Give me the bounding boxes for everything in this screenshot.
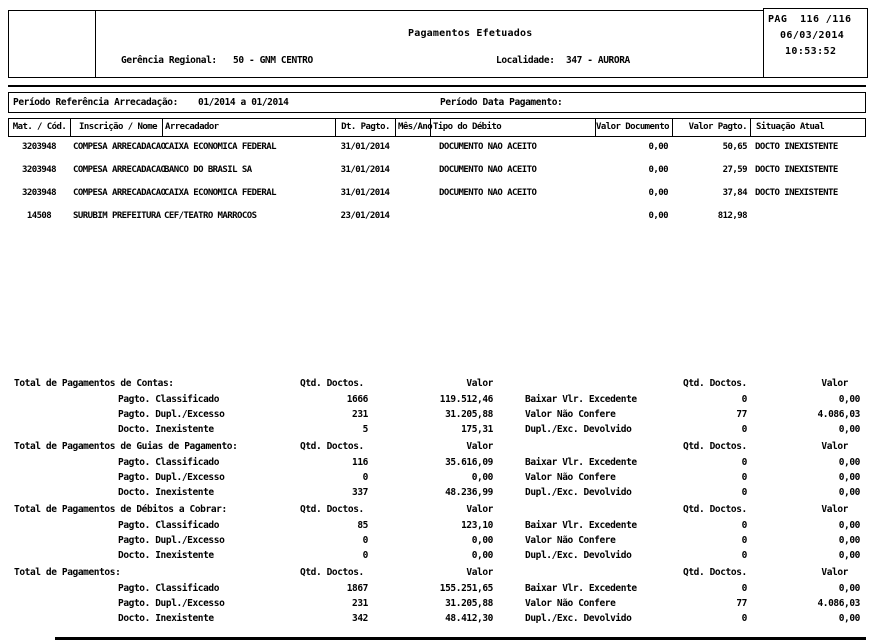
totals-qtd-header: Qtd. Doctos.: [300, 567, 364, 578]
totals-valor-header: Valor: [466, 567, 493, 578]
cell-arrecadador: CAIXA ECONOMICA FEDERAL: [164, 142, 276, 152]
valor-value: 0,00: [471, 472, 493, 483]
totals-valor-header: Valor: [821, 441, 848, 452]
totals-right-label: Dupl./Exc. Devolvido: [525, 550, 632, 561]
totals-data-line: [0, 550, 894, 563]
totals-data-line: [0, 487, 894, 500]
valor-value: 0,00: [838, 457, 860, 468]
header-cell-1: Inscrição / Nome: [71, 119, 163, 136]
totals-data-line: [0, 472, 894, 485]
qtd-value: 337: [352, 487, 368, 498]
header-cell-2: Arrecadador: [163, 119, 336, 136]
totals-data-line: [0, 598, 894, 611]
valor-value: 35.616,09: [445, 457, 493, 468]
qtd-value: 0: [741, 457, 747, 468]
header-rule: [8, 85, 866, 87]
totals-item-label: Pagto. Dupl./Excesso: [118, 598, 225, 609]
valor-value: 0,00: [838, 520, 860, 531]
totals-item-label: Pagto. Dupl./Excesso: [118, 472, 225, 483]
cell-dt: 23/01/2014: [340, 211, 390, 221]
totals-header-line: [0, 504, 894, 517]
totals-data-line: [0, 394, 894, 407]
totals-right-label: Dupl./Exc. Devolvido: [525, 424, 632, 435]
qtd-value: 0: [741, 424, 747, 435]
totals-item-label: Pagto. Classificado: [118, 394, 220, 405]
header-cell-3: Dt. Pagto.: [336, 119, 396, 136]
valor-value: 0,00: [838, 487, 860, 498]
cell-mesano: [395, 209, 430, 223]
totals-item-label: Pagto. Classificado: [118, 583, 220, 594]
cell-valor_pagto: 27,59: [722, 165, 747, 175]
totals-valor-header: Valor: [466, 504, 493, 515]
period-box: [8, 92, 866, 113]
header-cell-4: Mês/Ano: [396, 119, 431, 136]
localidade-value: 347 - AURORA: [566, 55, 630, 66]
valor-value: 0,00: [838, 613, 860, 624]
totals-item-label: Pagto. Classificado: [118, 520, 220, 531]
totals-section-title: Total de Pagamentos de Débitos a Cobrar:: [14, 504, 227, 515]
valor-value: 123,10: [461, 520, 493, 531]
page-number: PAG 116 /116: [768, 14, 852, 25]
totals-valor-header: Valor: [466, 441, 493, 452]
qtd-value: 1666: [346, 394, 368, 405]
qtd-value: 0: [741, 550, 747, 561]
totals-qtd-header: Qtd. Doctos.: [300, 378, 364, 389]
valor-value: 0,00: [838, 583, 860, 594]
valor-value: 0,00: [838, 535, 860, 546]
qtd-value: 77: [736, 598, 747, 609]
totals-qtd-header: Qtd. Doctos.: [300, 441, 364, 452]
valor-value: 119.512,46: [439, 394, 493, 405]
cell-valor_doc: 0,00: [648, 142, 668, 152]
cell-mesano: [395, 140, 430, 154]
totals-valor-header: Valor: [821, 567, 848, 578]
qtd-value: 0: [741, 613, 747, 624]
logo-box: [8, 10, 96, 78]
totals-data-line: [0, 409, 894, 422]
totals-item-label: Docto. Inexistente: [118, 487, 214, 498]
totals-section-title: Total de Pagamentos de Contas:: [14, 378, 174, 389]
table-header: [8, 118, 866, 137]
cell-arrecadador: CEF/TEATRO MARROCOS: [164, 211, 257, 221]
localidade-label: Localidade:: [496, 55, 555, 66]
cell-dt: 31/01/2014: [340, 188, 390, 198]
valor-value: 175,31: [461, 424, 493, 435]
totals-item-label: Pagto. Dupl./Excesso: [118, 535, 225, 546]
cell-nome: COMPESA ARRECADACAO: [73, 165, 166, 175]
totals-data-line: [0, 424, 894, 437]
cell-nome: COMPESA ARRECADACAO: [73, 142, 166, 152]
header-cell-5: Tipo do Débito: [431, 119, 596, 136]
totals-qtd-header: Qtd. Doctos.: [683, 504, 747, 515]
cell-mat: 3203948: [21, 165, 57, 175]
valor-value: 48.412,30: [445, 613, 493, 624]
totals-right-label: Baixar Vlr. Excedente: [525, 583, 637, 594]
totals-qtd-header: Qtd. Doctos.: [683, 441, 747, 452]
totals-qtd-header: Qtd. Doctos.: [300, 504, 364, 515]
totals-right-label: Dupl./Exc. Devolvido: [525, 613, 632, 624]
totals-item-label: Docto. Inexistente: [118, 613, 214, 624]
report-date: 06/03/2014: [780, 30, 845, 41]
qtd-value: 85: [357, 520, 368, 531]
totals-section-title: Total de Pagamentos:: [14, 567, 121, 578]
qtd-value: 0: [741, 583, 747, 594]
cell-situacao: [750, 209, 866, 223]
period-ref-label: Período Referência Arrecadação:: [13, 97, 178, 108]
table-row: [8, 209, 866, 223]
table-row: [8, 140, 866, 154]
totals-data-line: [0, 583, 894, 596]
totals-item-label: Docto. Inexistente: [118, 424, 214, 435]
totals-valor-header: Valor: [821, 504, 848, 515]
qtd-value: 0: [741, 487, 747, 498]
valor-value: 4.086,03: [817, 598, 860, 609]
valor-value: 4.086,03: [817, 409, 860, 420]
valor-value: 0,00: [838, 550, 860, 561]
cell-nome: SURUBIM PREFEITURA: [73, 211, 161, 221]
qtd-value: 0: [741, 472, 747, 483]
qtd-value: 0: [741, 535, 747, 546]
cell-dt: 31/01/2014: [340, 142, 390, 152]
cell-valor_pagto: 50,65: [722, 142, 747, 152]
cell-arrecadador: CAIXA ECONOMICA FEDERAL: [164, 188, 276, 198]
qtd-value: 0: [362, 550, 368, 561]
header-cell-7: Valor Pagto.: [673, 119, 751, 136]
qtd-value: 0: [741, 394, 747, 405]
cell-arrecadador: BANCO DO BRASIL SA: [164, 165, 252, 175]
cell-valor_pagto: 812,98: [717, 211, 747, 221]
totals-item-label: Pagto. Classificado: [118, 457, 220, 468]
qtd-value: 231: [352, 598, 368, 609]
qtd-value: 5: [362, 424, 368, 435]
table-row: [8, 186, 866, 200]
valor-value: 0,00: [471, 550, 493, 561]
cell-nome: COMPESA ARRECADACAO: [73, 188, 166, 198]
valor-value: 31.205,88: [445, 409, 493, 420]
totals-right-label: Baixar Vlr. Excedente: [525, 520, 637, 531]
qtd-value: 116: [352, 457, 368, 468]
cell-valor_pagto: 37,84: [722, 188, 747, 198]
cell-tipo: DOCUMENTO NAO ACEITO: [439, 188, 537, 198]
valor-value: 0,00: [838, 472, 860, 483]
totals-valor-header: Valor: [821, 378, 848, 389]
cell-mesano: [395, 186, 430, 200]
gerencia-label: Gerência Regional:: [121, 55, 217, 66]
totals-right-label: Baixar Vlr. Excedente: [525, 394, 637, 405]
cell-dt: 31/01/2014: [340, 165, 390, 175]
cell-tipo: [430, 209, 595, 223]
totals-valor-header: Valor: [466, 378, 493, 389]
cell-valor_doc: 0,00: [648, 211, 668, 221]
gerencia-value: 50 - GNM CENTRO: [233, 55, 313, 66]
cell-mat: 14508: [26, 211, 52, 221]
report-time: 10:53:52: [785, 46, 837, 57]
qtd-value: 0: [741, 520, 747, 531]
page-box: [763, 8, 868, 78]
header-cell-8: Situação Atual: [756, 122, 825, 132]
header-cell-6: Valor Documento: [596, 119, 673, 136]
totals-data-line: [0, 613, 894, 626]
cell-situacao: DOCTO INEXISTENTE: [755, 188, 838, 198]
totals-data-line: [0, 457, 894, 470]
totals-right-label: Valor Não Confere: [525, 472, 616, 483]
cell-tipo: DOCUMENTO NAO ACEITO: [439, 142, 537, 152]
totals-qtd-header: Qtd. Doctos.: [683, 567, 747, 578]
totals-right-label: Valor Não Confere: [525, 598, 616, 609]
totals-right-label: Dupl./Exc. Devolvido: [525, 487, 632, 498]
totals-data-line: [0, 535, 894, 548]
totals-data-line: [0, 520, 894, 533]
valor-value: 31.205,88: [445, 598, 493, 609]
qtd-value: 231: [352, 409, 368, 420]
totals-right-label: Valor Não Confere: [525, 409, 616, 420]
qtd-value: 0: [362, 472, 368, 483]
cell-mat: 3203948: [21, 188, 57, 198]
totals-header-line: [0, 378, 894, 391]
totals-right-label: Baixar Vlr. Excedente: [525, 457, 637, 468]
cell-mat: 3203948: [21, 142, 57, 152]
totals-item-label: Docto. Inexistente: [118, 550, 214, 561]
valor-value: 155.251,65: [439, 583, 493, 594]
valor-value: 0,00: [838, 394, 860, 405]
cell-situacao: DOCTO INEXISTENTE: [755, 165, 838, 175]
totals-section-title: Total de Pagamentos de Guias de Pagamento:: [14, 441, 238, 452]
valor-value: 0,00: [471, 535, 493, 546]
totals-item-label: Pagto. Dupl./Excesso: [118, 409, 225, 420]
valor-value: 48.236,99: [445, 487, 493, 498]
totals-right-label: Valor Não Confere: [525, 535, 616, 546]
header-cell-0: Mat. / Cód.: [9, 119, 71, 136]
cell-situacao: DOCTO INEXISTENTE: [755, 142, 838, 152]
title-box: [95, 10, 764, 78]
period-ref-value: 01/2014 a 01/2014: [198, 97, 289, 108]
totals-header-line: [0, 441, 894, 454]
report-title: Pagamentos Efetuados: [408, 28, 533, 39]
table-row: [8, 163, 866, 177]
cell-mesano: [395, 163, 430, 177]
cell-tipo: DOCUMENTO NAO ACEITO: [439, 165, 537, 175]
qtd-value: 1867: [346, 583, 368, 594]
period-pay-label: Período Data Pagamento:: [440, 97, 563, 108]
cell-valor_doc: 0,00: [648, 165, 668, 175]
totals-qtd-header: Qtd. Doctos.: [683, 378, 747, 389]
qtd-value: 77: [736, 409, 747, 420]
qtd-value: 342: [352, 613, 368, 624]
cell-valor_doc: 0,00: [648, 188, 668, 198]
totals-header-line: [0, 567, 894, 580]
qtd-value: 0: [362, 535, 368, 546]
valor-value: 0,00: [838, 424, 860, 435]
